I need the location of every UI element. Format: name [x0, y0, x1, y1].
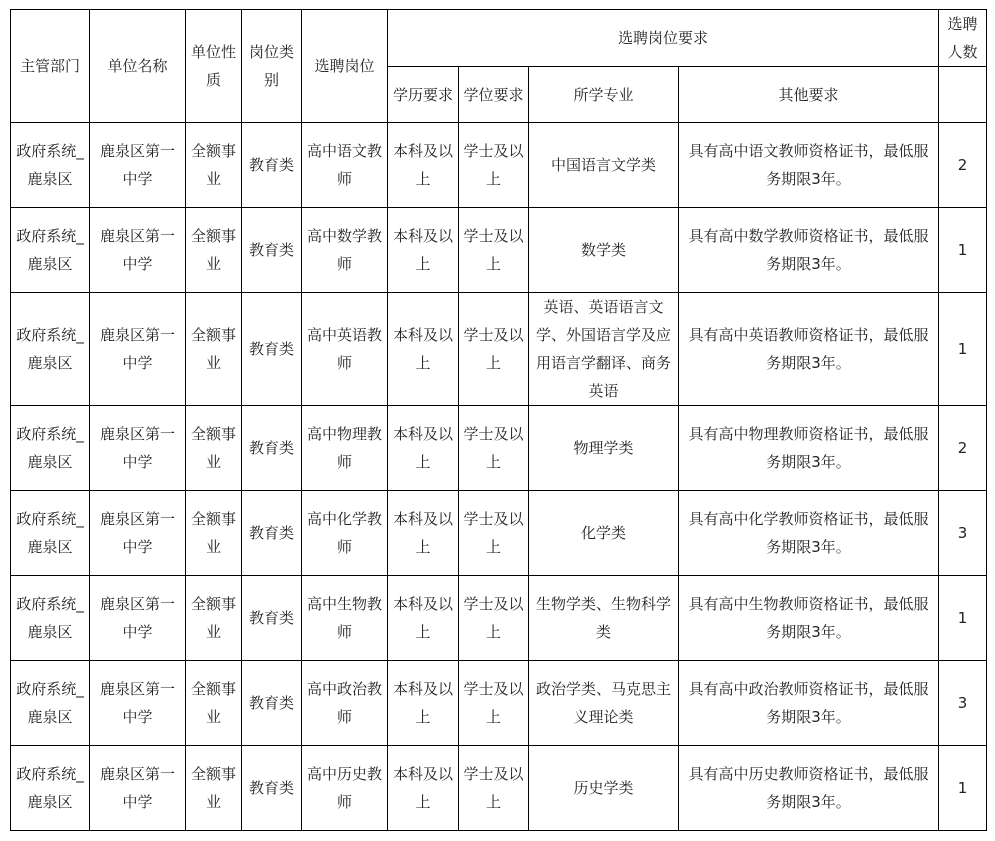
header-unit-type: 单位性质: [186, 10, 242, 123]
table-row: [11, 293, 987, 406]
cell-major: 历史学类: [529, 746, 679, 831]
table-row: [11, 208, 987, 293]
cell-unit-name: 鹿泉区第一中学: [90, 661, 186, 746]
header-dept: 主管部门: [11, 10, 90, 123]
cell-degree: 学士及以上: [459, 576, 529, 661]
header-requirements-group: 选聘岗位要求: [388, 10, 939, 67]
cell-post-type: 教育类: [242, 123, 302, 208]
cell-post: 高中英语教师: [302, 293, 388, 406]
cell-dept: 政府系统_鹿泉区: [11, 491, 90, 576]
cell-degree: 学士及以上: [459, 491, 529, 576]
header-post-type: 岗位类别: [242, 10, 302, 123]
cell-count: 2: [939, 123, 987, 208]
cell-count: 3: [939, 661, 987, 746]
cell-count: 1: [939, 746, 987, 831]
cell-major: 数学类: [529, 208, 679, 293]
cell-degree: 学士及以上: [459, 293, 529, 406]
cell-degree: 学士及以上: [459, 406, 529, 491]
cell-education: 本科及以上: [388, 661, 459, 746]
header-row-1: [11, 10, 987, 67]
cell-other: 具有高中化学教师资格证书，最低服务期限3年。: [679, 491, 939, 576]
cell-count: 1: [939, 293, 987, 406]
cell-unit-name: 鹿泉区第一中学: [90, 293, 186, 406]
cell-degree: 学士及以上: [459, 661, 529, 746]
cell-education: 本科及以上: [388, 293, 459, 406]
cell-major: 化学类: [529, 491, 679, 576]
table-row: [11, 576, 987, 661]
cell-unit-type: 全额事业: [186, 293, 242, 406]
cell-unit-name: 鹿泉区第一中学: [90, 576, 186, 661]
cell-dept: 政府系统_鹿泉区: [11, 293, 90, 406]
header-education: 学历要求: [388, 67, 459, 123]
cell-major: 生物学类、生物科学类: [529, 576, 679, 661]
cell-post: 高中政治教师: [302, 661, 388, 746]
recruitment-table: [10, 9, 987, 831]
cell-dept: 政府系统_鹿泉区: [11, 406, 90, 491]
cell-dept: 政府系统_鹿泉区: [11, 661, 90, 746]
cell-post: 高中历史教师: [302, 746, 388, 831]
cell-post-type: 教育类: [242, 746, 302, 831]
cell-education: 本科及以上: [388, 208, 459, 293]
cell-post-type: 教育类: [242, 208, 302, 293]
cell-major: 中国语言文学类: [529, 123, 679, 208]
cell-count: 2: [939, 406, 987, 491]
cell-count: 1: [939, 208, 987, 293]
cell-dept: 政府系统_鹿泉区: [11, 576, 90, 661]
cell-post-type: 教育类: [242, 661, 302, 746]
header-count-blank: [939, 67, 987, 123]
cell-unit-name: 鹿泉区第一中学: [90, 491, 186, 576]
header-post: 选聘岗位: [302, 10, 388, 123]
cell-unit-type: 全额事业: [186, 123, 242, 208]
cell-post: 高中数学教师: [302, 208, 388, 293]
table-row: [11, 123, 987, 208]
cell-count: 1: [939, 576, 987, 661]
table-row: [11, 746, 987, 831]
cell-unit-type: 全额事业: [186, 491, 242, 576]
cell-degree: 学士及以上: [459, 208, 529, 293]
cell-post-type: 教育类: [242, 576, 302, 661]
cell-degree: 学士及以上: [459, 746, 529, 831]
cell-other: 具有高中数学教师资格证书，最低服务期限3年。: [679, 208, 939, 293]
cell-education: 本科及以上: [388, 746, 459, 831]
cell-post: 高中物理教师: [302, 406, 388, 491]
header-degree: 学位要求: [459, 67, 529, 123]
table-row: [11, 661, 987, 746]
cell-dept: 政府系统_鹿泉区: [11, 208, 90, 293]
table-row: [11, 406, 987, 491]
cell-post: 高中语文教师: [302, 123, 388, 208]
cell-education: 本科及以上: [388, 406, 459, 491]
cell-education: 本科及以上: [388, 123, 459, 208]
header-unit-name: 单位名称: [90, 10, 186, 123]
cell-unit-name: 鹿泉区第一中学: [90, 123, 186, 208]
cell-unit-type: 全额事业: [186, 576, 242, 661]
cell-post-type: 教育类: [242, 491, 302, 576]
cell-post: 高中化学教师: [302, 491, 388, 576]
cell-dept: 政府系统_鹿泉区: [11, 746, 90, 831]
cell-degree: 学士及以上: [459, 123, 529, 208]
cell-dept: 政府系统_鹿泉区: [11, 123, 90, 208]
header-other: 其他要求: [679, 67, 939, 123]
cell-post-type: 教育类: [242, 406, 302, 491]
cell-unit-name: 鹿泉区第一中学: [90, 208, 186, 293]
cell-other: 具有高中政治教师资格证书，最低服务期限3年。: [679, 661, 939, 746]
cell-unit-type: 全额事业: [186, 406, 242, 491]
cell-count: 3: [939, 491, 987, 576]
cell-major: 政治学类、马克思主义理论类: [529, 661, 679, 746]
cell-other: 具有高中语文教师资格证书，最低服务期限3年。: [679, 123, 939, 208]
cell-post-type: 教育类: [242, 293, 302, 406]
header-major: 所学专业: [529, 67, 679, 123]
cell-unit-type: 全额事业: [186, 661, 242, 746]
cell-other: 具有高中英语教师资格证书，最低服务期限3年。: [679, 293, 939, 406]
header-count: 选聘人数: [939, 10, 987, 67]
cell-unit-type: 全额事业: [186, 208, 242, 293]
cell-unit-type: 全额事业: [186, 746, 242, 831]
cell-unit-name: 鹿泉区第一中学: [90, 746, 186, 831]
cell-other: 具有高中历史教师资格证书，最低服务期限3年。: [679, 746, 939, 831]
cell-education: 本科及以上: [388, 576, 459, 661]
cell-major: 英语、英语语言文学、外国语言学及应用语言学翻译、商务英语: [529, 293, 679, 406]
table-row: [11, 491, 987, 576]
cell-post: 高中生物教师: [302, 576, 388, 661]
cell-education: 本科及以上: [388, 491, 459, 576]
cell-major: 物理学类: [529, 406, 679, 491]
cell-other: 具有高中物理教师资格证书，最低服务期限3年。: [679, 406, 939, 491]
cell-other: 具有高中生物教师资格证书，最低服务期限3年。: [679, 576, 939, 661]
cell-unit-name: 鹿泉区第一中学: [90, 406, 186, 491]
